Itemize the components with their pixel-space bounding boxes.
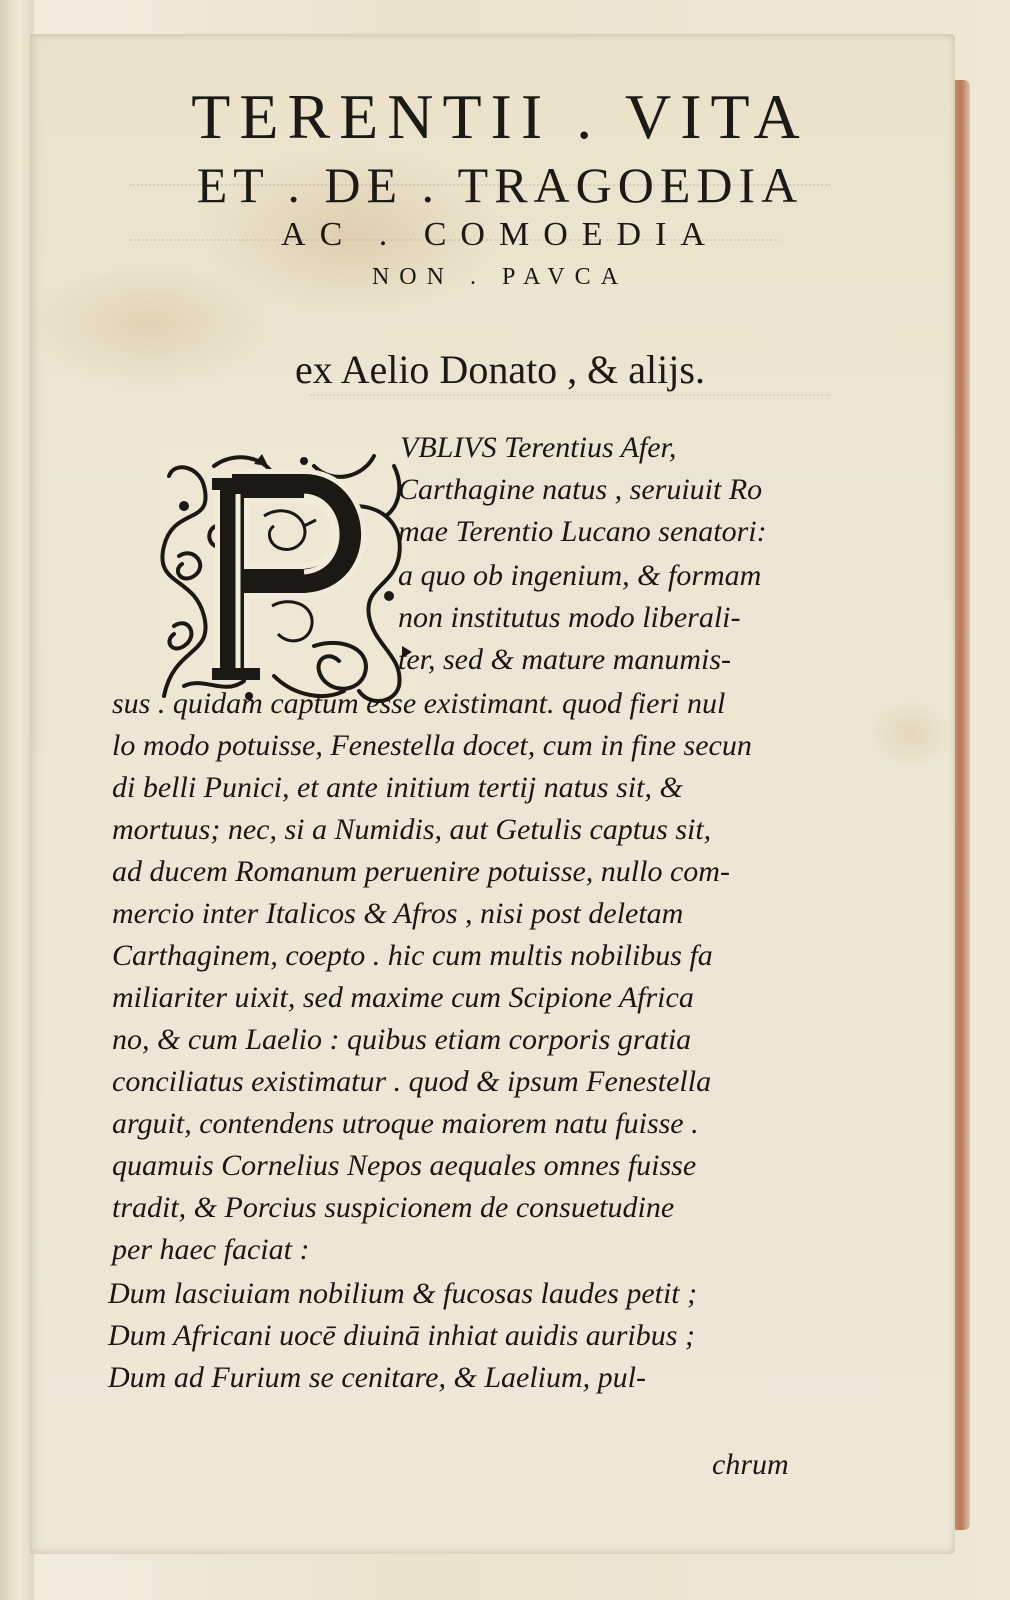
text-line: mercio inter Italicos & Afros , nisi post deletam bbox=[112, 897, 684, 930]
catchword: chrum bbox=[712, 1448, 789, 1481]
title-line-2: ET . DE . TRAGOEDIA bbox=[196, 157, 804, 213]
title-line-4: NON . PAVCA bbox=[371, 264, 629, 290]
previous-page-edge bbox=[0, 0, 34, 1600]
text-line: quamuis Cornelius Nepos aequales omnes fuisse bbox=[112, 1149, 697, 1182]
title-line-3: AC . COMOEDIA bbox=[281, 216, 719, 253]
text-line: tradit, & Porcius suspicionem de consuetudine bbox=[112, 1191, 675, 1224]
text-line: di belli Punici, et ante initium tertij natus sit, & bbox=[112, 771, 683, 804]
text-line: per haec faciat : bbox=[112, 1233, 310, 1266]
text-line: ad ducem Romanum peruenire potuisse, nullo com- bbox=[112, 855, 730, 888]
book-page bbox=[30, 34, 955, 1554]
subtitle: ex Aelio Donato , & alijs. bbox=[295, 347, 705, 392]
text-line: Carthagine natus , seruiuit Ro bbox=[398, 473, 763, 506]
verse-line: Dum Africani uocē diuinā inhiat auidis auribus ; bbox=[108, 1319, 695, 1352]
verse-line: Dum lasciuiam nobilium & fucosas laudes petit ; bbox=[108, 1277, 698, 1310]
text-line: sus . quidam captum esse existimant. quod fieri nul bbox=[112, 687, 726, 720]
text-line: arguit, contendens utroque maiorem natu fuisse . bbox=[112, 1107, 699, 1140]
text-line: lo modo potuisse, Fenestella docet, cum in fine secun bbox=[112, 729, 752, 762]
text-line: ter, sed & mature manumis- bbox=[398, 643, 732, 676]
title-line-1: TERENTII . VITA bbox=[191, 81, 809, 152]
text-line: no, & cum Laelio : quibus etiam corporis gratia bbox=[112, 1023, 692, 1056]
text-line: a quo ob ingenium, & formam bbox=[398, 559, 762, 592]
decorated-initial bbox=[154, 446, 416, 711]
woodcut-ornament-icon bbox=[154, 446, 416, 711]
text-line: mae Terentio Lucano senatori: bbox=[398, 515, 767, 548]
text-line: conciliatus existimatur . quod & ipsum Fenestella bbox=[112, 1065, 712, 1098]
text-line: miliariter uixit, sed maxime cum Scipione Africa bbox=[112, 981, 694, 1014]
text-line: mortuus; nec, si a Numidis, aut Getulis captus sit, bbox=[112, 813, 712, 846]
text-line: VBLIVS Terentius Afer, bbox=[400, 431, 677, 464]
text-line: Carthaginem, coepto . hic cum multis nobilibus fa bbox=[112, 939, 713, 972]
verse-line: Dum ad Furium se cenitare, & Laelium, pul- bbox=[108, 1361, 646, 1394]
text-line: non institutus modo liberali- bbox=[398, 601, 741, 634]
show-through-stain bbox=[310, 394, 830, 410]
